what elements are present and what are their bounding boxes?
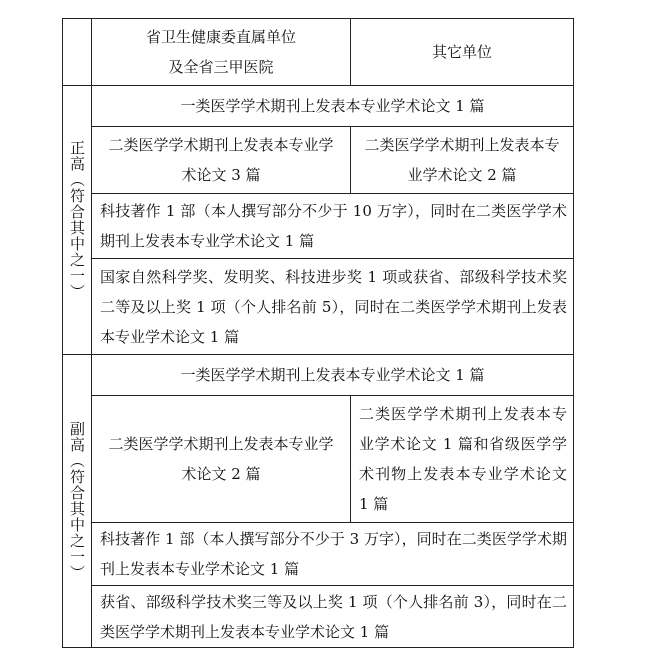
senior-row4-cell <box>91 258 574 355</box>
senior-row3-cell <box>91 193 574 259</box>
deputy-row2-provincial-text: 二类医学学术期刊上发表本专业学术论文 2 篇 <box>108 435 334 483</box>
deputy-row4-cell <box>91 585 574 648</box>
senior-row2-provincial-text: 二类医学学术期刊上发表本专业学术论文 3 篇 <box>108 136 334 184</box>
deputy-label-cell <box>62 354 92 648</box>
senior-row2-other-cell <box>350 126 574 194</box>
deputy-row2-other-cell <box>350 395 574 523</box>
senior-row1-text: 一类医学学术期刊上发表本专业学术论文 1 篇 <box>180 97 485 115</box>
senior-row4-text: 国家自然科学奖、发明奖、科技进步奖 1 项或获省、部级科学技术奖二等及以上奖 1 项（个人排名前 5），同时在二类医学学术期刊上发表本专业学术论文 1 篇 <box>100 267 567 346</box>
header-provincial-line2: 及全省三甲医院 <box>168 58 274 76</box>
header-provincial-line1: 省卫生健康委直属单位 <box>145 28 296 46</box>
senior-label: 正高（符合其中之一） <box>68 140 86 300</box>
requirements-table <box>62 18 574 648</box>
deputy-row3-text: 科技著作 1 部（本人撰写部分不少于 3 万字），同时在二类医学学术期刊上发表本专业学术论文 1 篇 <box>100 530 567 578</box>
deputy-row2-provincial-cell <box>91 395 351 523</box>
deputy-row1-cell <box>91 354 574 396</box>
deputy-row1-text: 一类医学学术期刊上发表本专业学术论文 1 篇 <box>180 366 485 384</box>
header-other-label: 其它单位 <box>431 43 492 61</box>
deputy-row2-other-text: 二类医学学术期刊上发表本专业学术论文 1 篇和省级医学学术刊物上发表本专业学术论文 1 篇 <box>359 405 567 513</box>
senior-row3-text: 科技著作 1 部（本人撰写部分不少于 10 万字），同时在二类医学学术期刊上发表本专业学术论文 1 篇 <box>100 202 567 250</box>
senior-row1-cell <box>91 85 574 127</box>
deputy-row4-text: 获省、部级科学技术奖三等及以上奖 1 项（个人排名前 3），同时在二类医学学术期刊上发表本专业学术论文 1 篇 <box>100 592 567 641</box>
deputy-row3-cell <box>91 522 574 586</box>
header-corner-cell <box>62 18 92 86</box>
header-provincial-cell <box>91 18 351 86</box>
header-other-cell <box>350 18 574 86</box>
deputy-label: 副高（符合其中之一） <box>68 421 86 581</box>
senior-row2-other-text: 二类医学学术期刊上发表本专业学术论文 2 篇 <box>364 136 560 184</box>
senior-row2-provincial-cell <box>91 126 351 194</box>
senior-label-cell <box>62 85 92 355</box>
